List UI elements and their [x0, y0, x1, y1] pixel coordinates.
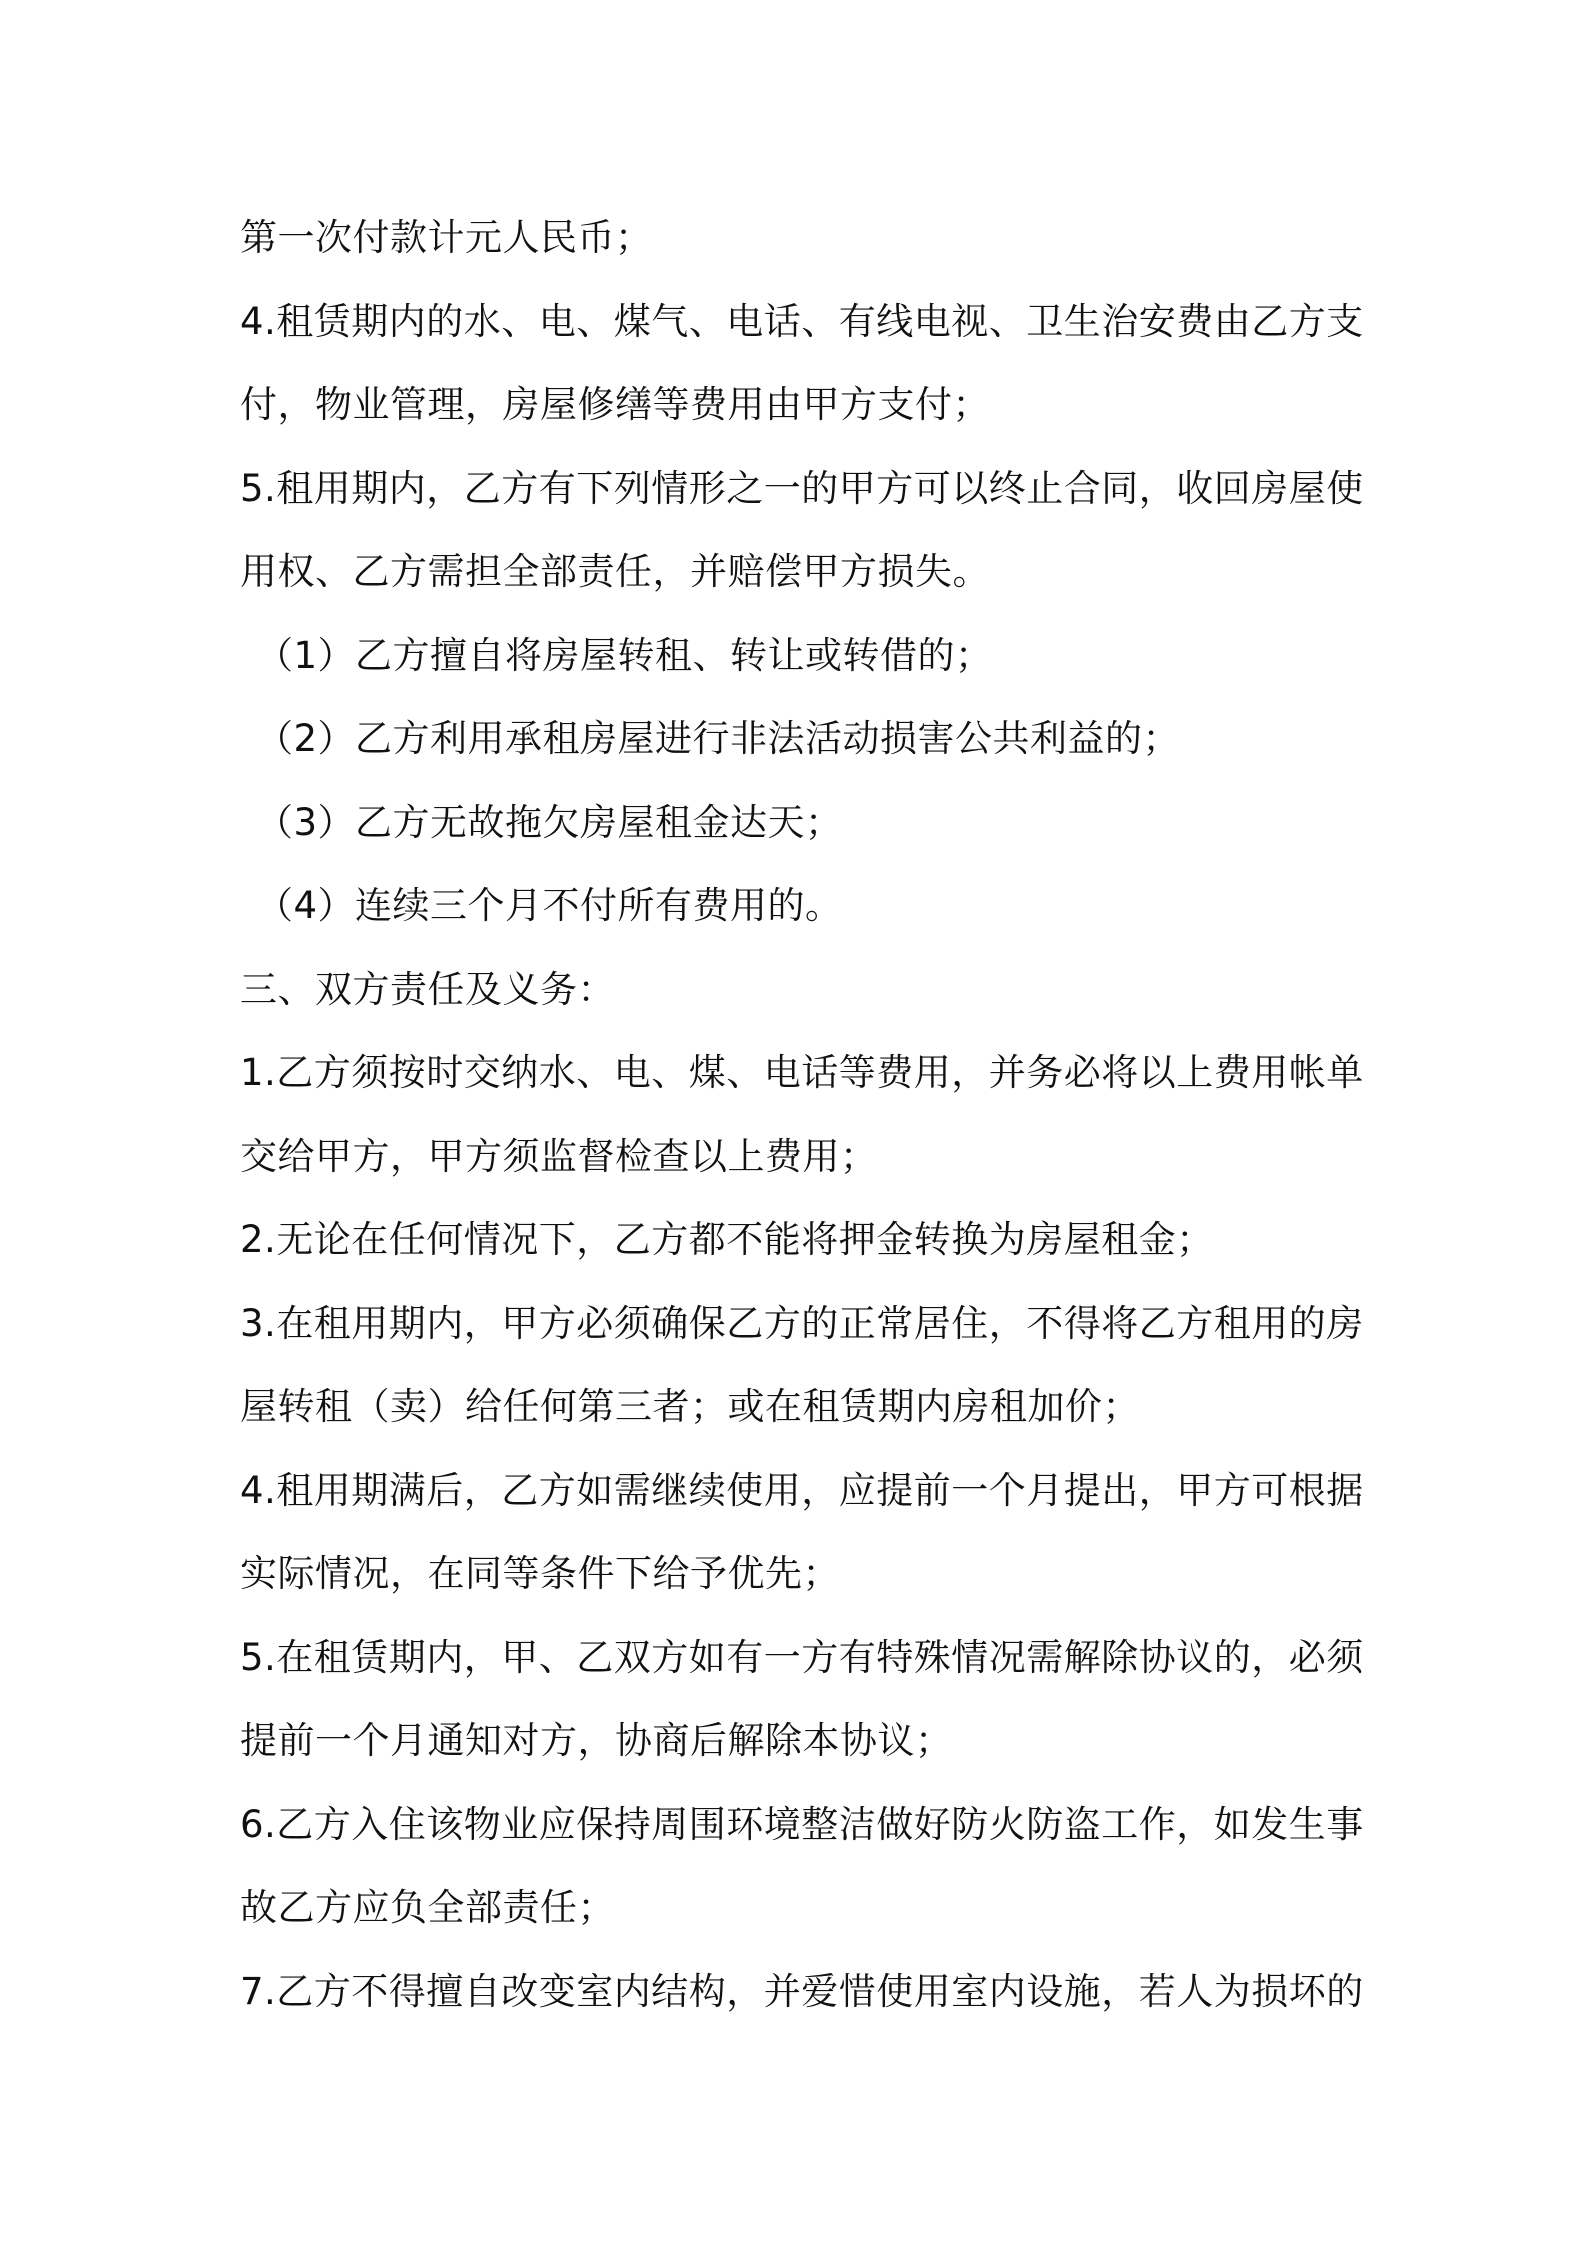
duty-7-line-1: 7.乙方不得擅自改变室内结构，并爱惜使用室内设施，若人为损坏的 [240, 1969, 1364, 2013]
duty-3-line-2: 屋转租（卖）给任何第三者；或在租赁期内房租加价； [240, 1385, 1140, 1428]
duty-5-line-2: 提前一个月通知对方，协商后解除本协议； [240, 1719, 953, 1762]
duty-6-line-2: 故乙方应负全部责任； [240, 1886, 615, 1929]
duty-6-line-1: 6.乙方入住该物业应保持周围环境整洁做好防火防盗工作，如发生事 [240, 1802, 1364, 1846]
termination-item-2: （2）乙方利用承租房屋进行非法活动损害公共利益的； [256, 717, 1181, 760]
section-3-heading: 三、双方责任及义务： [240, 967, 615, 1011]
duty-5-line-1: 5.在租赁期内，甲、乙双方如有一方有特殊情况需解除协议的，必须 [240, 1635, 1364, 1679]
termination-item-4: （4）连续三个月不付所有费用的。 [256, 884, 843, 927]
clause-4-utilities-line-2: 付，物业管理，房屋修缮等费用由甲方支付； [240, 383, 990, 426]
duty-1-line-1: 1.乙方须按时交纳水、电、煤、电话等费用，并务必将以上费用帐单 [240, 1051, 1364, 1094]
payment-line: 第一次付款计元人民币； [240, 216, 653, 259]
duty-2-line-1: 2.无论在任何情况下，乙方都不能将押金转换为房屋租金； [240, 1218, 1214, 1261]
termination-item-3: （3）乙方无故拖欠房屋租金达天； [256, 800, 843, 844]
duty-1-line-2: 交给甲方，甲方须监督检查以上费用； [240, 1134, 878, 1178]
duty-3-line-1: 3.在租用期内，甲方必须确保乙方的正常居住，不得将乙方租用的房 [240, 1301, 1364, 1345]
duty-4-line-2: 实际情况，在同等条件下给予优先； [240, 1552, 840, 1595]
clause-4-utilities-line-1: 4.租赁期内的水、电、煤气、电话、有线电视、卫生治安费由乙方支 [240, 299, 1364, 343]
clause-5-termination-line-1: 5.租用期内，乙方有下列情形之一的甲方可以终止合同，收回房屋使 [240, 466, 1364, 510]
contract-body [240, 196, 1364, 2033]
duty-4-line-1: 4.租用期满后，乙方如需继续使用，应提前一个月提出，甲方可根据 [240, 1468, 1364, 1512]
clause-5-termination-line-2: 用权、乙方需担全部责任，并赔偿甲方损失。 [240, 550, 990, 593]
termination-item-1: （1）乙方擅自将房屋转租、转让或转借的； [256, 633, 993, 677]
